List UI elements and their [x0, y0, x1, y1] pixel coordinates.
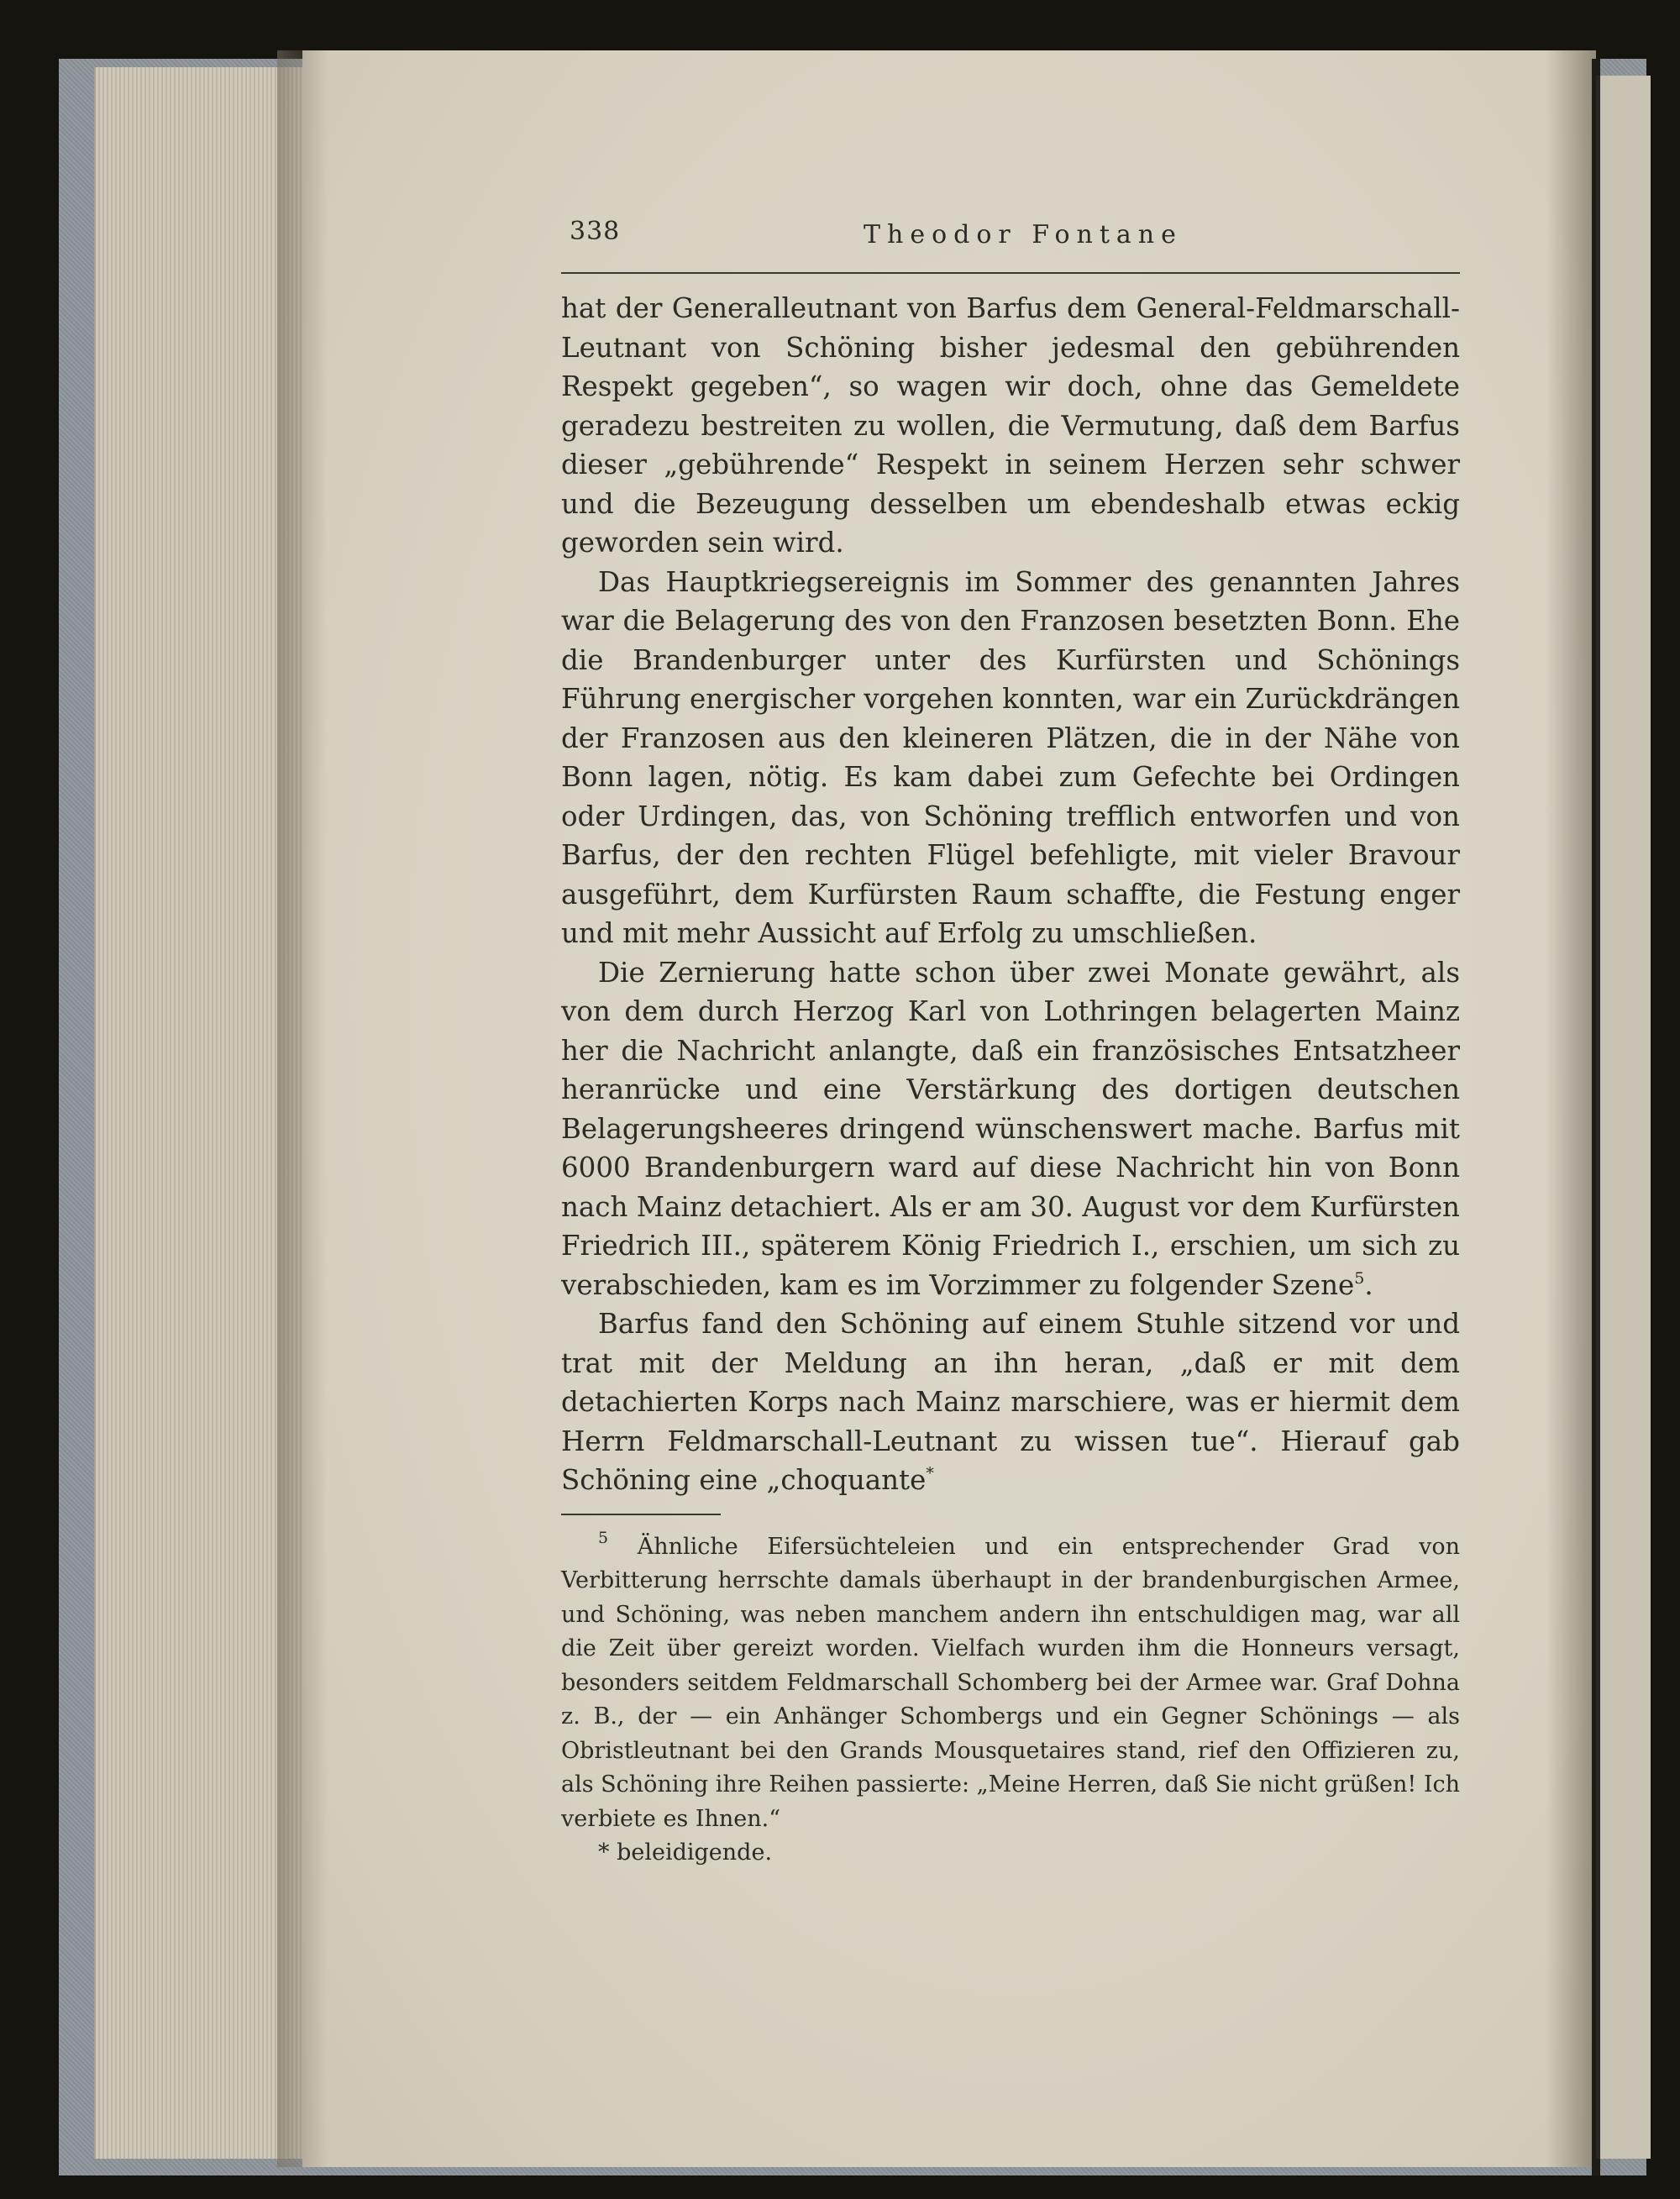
text-block	[561, 217, 1460, 1871]
paragraph-4	[561, 1304, 1460, 1500]
footnote-asterisk-mark: *	[598, 1839, 610, 1866]
asterisk-reference[interactable]: *	[926, 1464, 934, 1483]
footnote-5	[561, 1530, 1460, 1837]
page-shadow	[277, 50, 328, 2167]
paragraph-3-text: Die Zernierung hatte schon über zwei Monate gewährt, als von dem durch Herzog Karl von Lothringen belagerten Mainz her die Nachricht anlangte, daß ein französisches Entsatzheer heranrücke und eine Verstärkung des dortigen deutschen Belagerungsheeres dringend wünschenswert mache. Barfus mit 6000 Brandenburgern ward auf diese Nachricht hin von Bonn nach Mainz detachiert. Als er am 30. August vor dem Kurfürsten Friedrich III., späterem König Friedrich I., erschien, um sich zu verabschieden, kam es im Vorzimmer zu folgender Szene	[561, 956, 1460, 1301]
running-title: Theodor Fontane	[864, 220, 1183, 249]
running-head	[561, 217, 1460, 265]
footnotes	[561, 1530, 1460, 1871]
paragraph-2	[561, 563, 1460, 953]
next-page-edge	[1596, 76, 1651, 2159]
paragraph-4-text: Barfus fand den Schöning auf einem Stuhle sitzend vor und trat mit der Meldung an ihn heran, „daß er mit dem detachierten Korps nach Mainz marschiere, was er hiermit dem Herrn Feldmarschall-Leutnant zu wissen tue“. Hierauf gab Schöning eine „choquante	[561, 1308, 1460, 1496]
paragraph-1	[561, 289, 1460, 563]
footnote-5-mark: 5	[598, 1528, 609, 1547]
footnote-reference-5[interactable]: 5	[1354, 1268, 1365, 1288]
body-text	[561, 289, 1460, 1500]
page-number: 338	[570, 217, 621, 246]
page-gutter	[1546, 50, 1596, 2167]
paragraph-1-text: hat der Generalleutnant von Barfus dem General-Feldmarschall-Leutnant von Schöning bisher jedesmal den gebührenden Respekt gegeben“, so wagen wir doch, ohne das Gemeldete geradezu bestreiten zu wollen, die Vermutung, daß dem Barfus dieser „gebührende“ Respekt in seinem Herzen sehr schwer und die Bezeugung desselben um ebendeshalb etwas eckig geworden sein wird.	[561, 292, 1460, 559]
header-rule	[561, 272, 1460, 274]
footnote-5-text: Ähnliche Eifersüchteleien und ein entsprechender Grad von Verbitterung herrschte damals überhaupt in der brandenburgischen Armee, und Schöning, was neben manchem andern ihn entschuldigen mag, war all die Zeit über gereizt worden. Vielfach wurden ihm die Honneurs versagt, besonders seitdem Feldmarschall Schomberg bei der Armee war. Graf Dohna z. B., der — ein Anhänger Schombergs und ein Gegner Schönings — als Obristleutnant bei den Grands Mousquetaires stand, rief den Offizieren zu, als Schöning ihre Reihen passierte: „Meine Herren, daß Sie nicht grüßen! Ich verbiete es Ihnen.“	[561, 1533, 1460, 1832]
paragraph-2-text: Das Hauptkriegsereignis im Sommer des genannten Jahres war die Belagerung des von den Franzosen besetzten Bonn. Ehe die Brandenburger unter des Kurfürsten und Schönings Führung energischer vorgehen konnten, war ein Zurückdrängen der Franzosen aus den kleineren Plätzen, die in der Nähe von Bonn lagen, nötig. Es kam dabei zum Gefechte bei Ordingen oder Urdingen, das, von Schöning trefflich entworfen und von Barfus, der den rechten Flügel befehligte, mit vieler Bravour ausgeführt, dem Kurfürsten Raum schaffte, die Festung enger und mit mehr Aussicht auf Erfolg zu umschließen.	[561, 565, 1460, 949]
paragraph-3-tail: .	[1364, 1268, 1373, 1301]
paragraph-3	[561, 953, 1460, 1305]
footnote-asterisk	[561, 1836, 1460, 1871]
footnote-asterisk-text: beleidigende.	[617, 1839, 773, 1866]
footnote-rule	[561, 1514, 721, 1515]
